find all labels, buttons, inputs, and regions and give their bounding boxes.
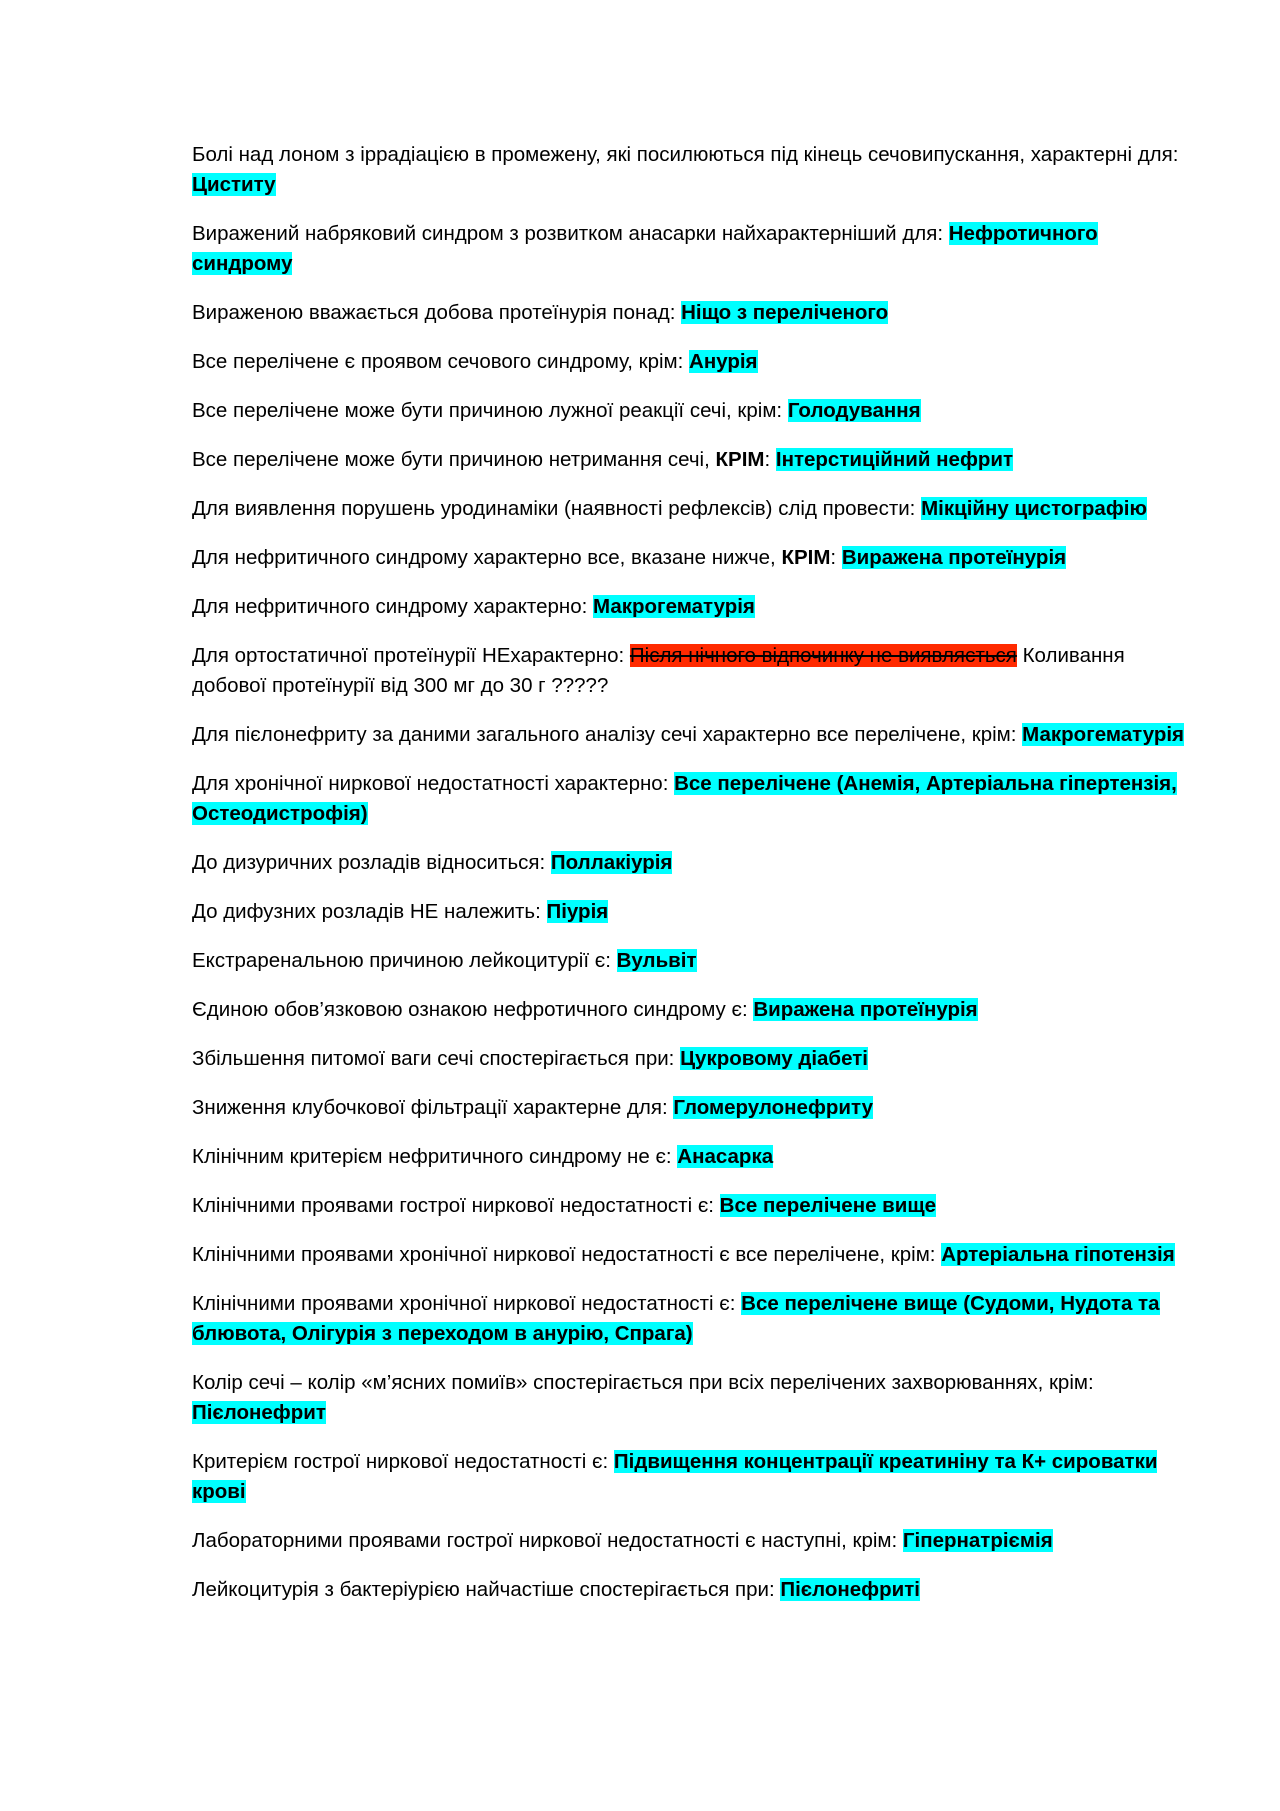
question-text: Єдиною обов’язковою ознакою нефротичного синдрому є: [192,998,754,1021]
answer-highlight: Вульвіт [616,949,697,972]
qa-item [192,848,1188,878]
answer-highlight: Все перелічене вище [719,1194,937,1217]
qa-item [192,1289,1188,1349]
question-emphasis: КРІМ [715,448,765,471]
answer-highlight: Макрогематурія [1022,723,1185,746]
answer-highlight: Все перелічене (Анемія, Артеріальна гіпертензія, Остеодистрофія) [192,772,1177,825]
answer-highlight: Поллакіурія [550,851,673,874]
answer-highlight: Все перелічене вище (Судоми, Нудота та блювота, Олігурія з переходом в анурію, Спрага) [192,1292,1160,1345]
qa-item [192,1447,1188,1507]
qa-item [192,298,1188,328]
answer-highlight: Виражена протеїнурія [841,546,1067,569]
answer-highlight: Цукровому діабеті [680,1047,868,1070]
qa-item [192,1240,1188,1270]
answer-highlight: Анасарка [677,1145,774,1168]
question-emphasis: КРІМ [781,546,831,569]
qa-item [192,494,1188,524]
question-text: Для виявлення порушень уродинаміки (наявності рефлексів) слід провести: [192,497,922,520]
answer-highlight: Артеріальна гіпотензія [941,1243,1175,1266]
question-text: Вираженою вважається добова протеїнурія понад: [192,301,682,324]
question-text: Збільшення питомої ваги сечі спостерігається при: [192,1047,681,1070]
question-text: Клінічними проявами гострої ниркової недостатності є: [192,1194,720,1217]
question-text: Колір сечі – колір «м’ясних помиїв» спостерігається при всіх перелічених захворюваннях, крім: [192,1371,1094,1394]
question-text: Болі над лоном з іррадіацією в промежену, які посилюються під кінець сечовипускання, характерні для: [192,143,1179,166]
answer-plain: Коливання добової протеїнурії від 300 мг до 30 г ????? [192,644,1125,697]
question-text: Критерієм гострої ниркової недостатності є: [192,1450,614,1473]
question-text: Для пієлонефриту за даними загального аналізу сечі характерно все перелічене, крім: [192,723,1023,746]
qa-item [192,1368,1188,1428]
qa-item [192,1526,1188,1556]
answer-highlight: Пієлонефрит [192,1401,326,1424]
question-text: Зниження клубочкової фільтрації характерне для: [192,1096,674,1119]
answer-highlight: Інтерстиційний нефрит [775,448,1014,471]
question-text: До дизуричних розладів відноситься: [192,851,551,874]
qa-item [192,1191,1188,1221]
qa-item [192,592,1188,622]
question-text: До дифузних розладів НЕ належить: [192,900,547,923]
answer-highlight: Гломерулонефриту [673,1096,873,1119]
question-text: Лейкоцитурія з бактеріурією найчастіше спостерігається при: [192,1578,781,1601]
qa-item [192,641,1188,701]
question-text: : [764,448,776,471]
question-text: Клінічними проявами хронічної ниркової недостатності є: [192,1292,742,1315]
qa-item [192,445,1188,475]
answer-highlight: Піурія [546,900,609,923]
qa-item [192,946,1188,976]
qa-item [192,140,1188,200]
question-text: Для нефритичного синдрому характерно: [192,595,594,618]
qa-item [192,995,1188,1025]
qa-item [192,720,1188,750]
answer-highlight: Пієлонефриті [780,1578,920,1601]
answer-highlight: Гіпернатріємія [902,1529,1053,1552]
answer-highlight: Мікційну цистографію [921,497,1147,520]
qa-item [192,1575,1188,1605]
answer-highlight: Ніщо з переліченого [681,301,889,324]
answer-highlight: Циститу [192,173,276,196]
question-text: Для нефритичного синдрому характерно все, вказане нижче, [192,546,782,569]
question-text: Лабораторними проявами гострої ниркової недостатності є наступні, крім: [192,1529,903,1552]
qa-item [192,1044,1188,1074]
question-text: : [830,546,842,569]
question-text: Для хронічної ниркової недостатності характерно: [192,772,675,795]
question-text: Все перелічене може бути причиною лужної реакції сечі, крім: [192,399,788,422]
qa-item [192,396,1188,426]
question-text: Екстраренальною причиною лейкоцитурії є: [192,949,617,972]
answer-highlight: Голодування [787,399,921,422]
qa-item [192,347,1188,377]
qa-item [192,1142,1188,1172]
question-text: Клінічним критерієм нефритичного синдрому не є: [192,1145,678,1168]
question-text: Клінічними проявами хронічної ниркової недостатності є все перелічене, крім: [192,1243,942,1266]
qa-item [192,543,1188,573]
question-text: Виражений набряковий синдром з розвитком анасарки найхарактерніший для: [192,222,949,245]
answer-highlight: Нефротичного синдрому [192,222,1098,275]
answer-highlight: Виражена протеїнурія [753,998,978,1021]
answer-highlight: Підвищення концентрації креатиніну та К+ сироватки крові [192,1450,1158,1503]
qa-item [192,219,1188,279]
question-text: Все перелічене є проявом сечового синдрому, крім: [192,350,690,373]
qa-item [192,897,1188,927]
struck-answer: Після нічного відпочинку не виявляється [629,644,1017,667]
answer-highlight: Анурія [689,350,758,373]
question-text: Для ортостатичної протеїнурії НЕхарактерно: [192,644,630,667]
answer-highlight: Макрогематурія [593,595,755,618]
qa-item [192,1093,1188,1123]
qa-item [192,769,1188,829]
document-page [192,140,1188,1624]
question-text: Все перелічене може бути причиною нетримання сечі, [192,448,716,471]
